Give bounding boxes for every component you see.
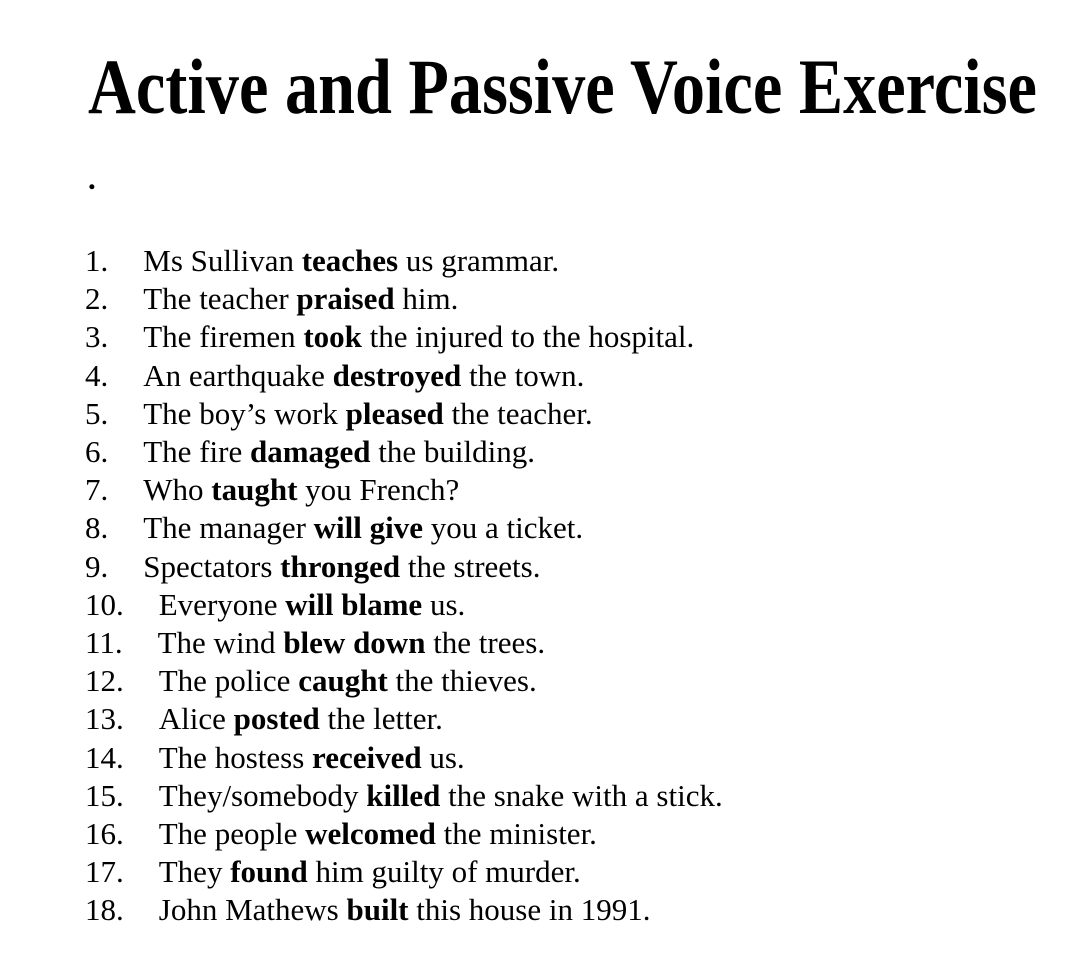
item-sentence <box>143 549 540 584</box>
item-number: 8. <box>85 510 109 546</box>
sentence-pre: An earthquake <box>143 357 333 393</box>
sentence-pre: Ms Sullivan <box>143 243 302 278</box>
sentence-pre: Who <box>143 472 212 508</box>
item-sentence <box>143 472 459 507</box>
sentence-pre: The firemen <box>143 319 304 355</box>
sentence-pre: The hostess <box>158 739 313 775</box>
sentence-verb: caught <box>298 663 388 699</box>
list-item <box>85 891 1060 929</box>
item-sentence <box>143 434 535 469</box>
list-item <box>85 777 1060 815</box>
item-number: 17. <box>85 854 124 890</box>
item-number: 5. <box>85 395 109 431</box>
sentence-verb: praised <box>296 281 395 317</box>
exercise-list <box>85 242 1060 930</box>
sentence-post: the town. <box>461 357 585 393</box>
sentence-post: the injured to the hospital. <box>361 319 695 355</box>
list-item <box>85 739 1060 777</box>
sentence-verb: taught <box>211 472 298 508</box>
sentence-post: the snake with a stick. <box>440 777 723 813</box>
list-item <box>85 433 1060 471</box>
sentence-verb: destroyed <box>332 357 462 393</box>
item-number: 4. <box>85 357 109 393</box>
item-number: 2. <box>85 281 109 317</box>
sentence-verb: received <box>312 739 422 775</box>
item-sentence <box>159 663 537 698</box>
sentence-verb: will give <box>313 510 424 546</box>
item-number: 11. <box>85 625 123 661</box>
item-sentence <box>143 396 592 431</box>
sentence-post: the thieves. <box>387 663 537 699</box>
sentence-pre: The police <box>158 663 299 699</box>
item-number: 6. <box>85 434 109 470</box>
item-number: 10. <box>85 586 124 622</box>
sentence-pre: The people <box>158 816 306 852</box>
item-sentence <box>159 778 723 813</box>
item-sentence <box>159 816 597 851</box>
sentence-post: the letter. <box>319 701 443 737</box>
item-number: 15. <box>85 777 124 813</box>
item-number: 12. <box>85 663 124 699</box>
sentence-post: us. <box>422 586 466 622</box>
list-item <box>85 280 1060 318</box>
item-number: 1. <box>85 243 109 278</box>
sentence-verb: thronged <box>280 548 401 584</box>
item-number: 3. <box>85 319 109 355</box>
list-item <box>85 853 1060 891</box>
list-item <box>85 700 1060 738</box>
list-item <box>85 509 1060 547</box>
item-sentence <box>159 892 651 927</box>
sentence-verb: built <box>346 892 409 928</box>
list-item <box>85 624 1060 662</box>
sentence-post: him. <box>394 281 459 317</box>
item-sentence <box>143 358 584 393</box>
sentence-pre: The fire <box>143 434 250 470</box>
list-item <box>85 395 1060 433</box>
sentence-pre: They <box>158 854 231 890</box>
sentence-pre: The wind <box>157 625 284 661</box>
list-item <box>85 471 1060 509</box>
list-item <box>85 815 1060 853</box>
list-item <box>85 586 1060 624</box>
stray-period: . <box>88 161 96 196</box>
sentence-verb: pleased <box>345 395 444 431</box>
sentence-pre: Alice <box>158 701 234 737</box>
item-number: 14. <box>85 739 124 775</box>
sentence-verb: found <box>230 854 308 890</box>
sentence-post: the minister. <box>435 816 597 852</box>
sentence-post: you a ticket. <box>423 510 584 546</box>
sentence-pre: They/somebody <box>158 777 367 813</box>
sentence-pre: The teacher <box>143 281 297 317</box>
sentence-post: the building. <box>370 434 536 470</box>
sentence-verb: took <box>303 319 362 355</box>
item-number: 13. <box>85 701 124 737</box>
item-sentence <box>143 319 694 354</box>
sentence-pre: John Mathews <box>158 892 347 928</box>
sentence-pre: The boy’s work <box>143 395 346 431</box>
item-number: 9. <box>85 548 109 584</box>
item-sentence <box>159 587 466 622</box>
item-number: 18. <box>85 892 124 928</box>
item-sentence <box>143 510 583 545</box>
sentence-post: us grammar. <box>398 243 560 278</box>
sentence-post: the streets. <box>400 548 541 584</box>
item-sentence <box>159 740 465 775</box>
list-item <box>85 548 1060 586</box>
item-number: 16. <box>85 816 124 852</box>
page-title <box>88 43 1080 130</box>
list-item <box>85 357 1060 395</box>
list-item <box>85 242 1060 280</box>
sentence-pre: Everyone <box>158 586 286 622</box>
sentence-post: the teacher. <box>443 395 593 431</box>
sentence-verb: welcomed <box>305 816 436 852</box>
list-item <box>85 662 1060 700</box>
sentence-verb: will blame <box>285 586 423 622</box>
sentence-post: you French? <box>297 472 460 508</box>
sentence-verb: blew down <box>283 625 426 661</box>
sentence-post: this house in 1991. <box>408 892 651 928</box>
list-item <box>85 318 1060 356</box>
sentence-pre: Spectators <box>143 548 281 584</box>
item-sentence <box>158 625 545 660</box>
sentence-verb: teaches <box>301 243 399 278</box>
sentence-verb: posted <box>233 701 320 737</box>
item-sentence <box>159 854 581 889</box>
sentence-verb: killed <box>366 777 441 813</box>
item-sentence <box>159 701 443 736</box>
item-number: 7. <box>85 472 109 508</box>
sentence-post: us. <box>421 739 465 775</box>
sentence-post: him guilty of murder. <box>307 854 581 890</box>
item-sentence <box>143 243 559 278</box>
sentence-post: the trees. <box>425 625 546 661</box>
page-title-text: Active and Passive Voice Exercise <box>88 43 1037 130</box>
sentence-pre: The manager <box>143 510 314 546</box>
item-sentence <box>143 281 458 316</box>
sentence-verb: damaged <box>249 434 371 470</box>
